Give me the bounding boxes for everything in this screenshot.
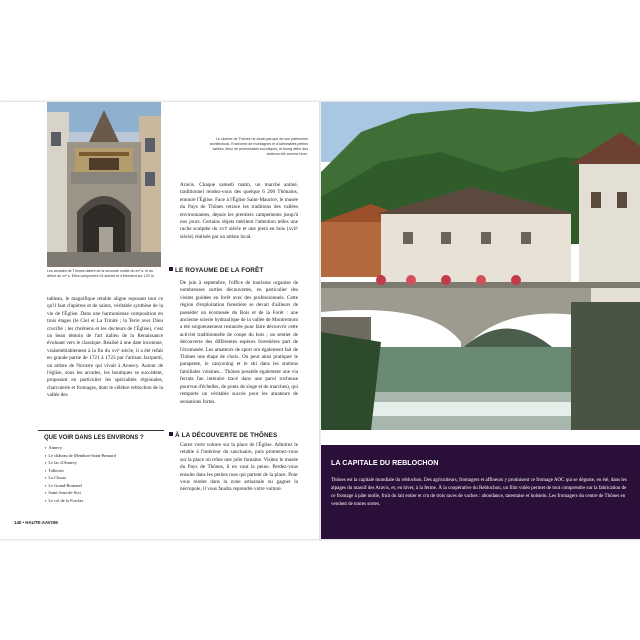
thones-archway-photo — [47, 102, 161, 267]
column1-text: tableau, le magnifique retable aligne reposant tout ce qu'il faut d'apôtres et de saints, véritable synthèse de la vie de l'Église. Dans une harmonieuse composition en trois étages (le Ciel et La Trinité ; la Terre avec Dieu crucifié ; les chrétiens et les docteurs de l'Église), c'est un beau témoin de l'art italien de la Renaissance évoluant vers le classique. Réalisé à une date inconnue, vraisemblablement à la fin du xviᵉ siècle, il a été refait en grande partie de 1721 à 1723 par l'artisan Jacquetti, un artiste de Novarre qui vivait à Annecy. Autour de l'église, sous les arcades, les boutiques se succèdent, proposant en particulier les spécialités régionales, charcuterie et fromages, dont le célèbre reblochon de la vallée des — [47, 296, 163, 399]
list-item: ▪ Talloires — [45, 467, 164, 475]
archway-photo — [47, 102, 161, 267]
reblochon-title: LA CAPITALE DU REBLOCHON — [331, 458, 439, 467]
environs-list — [38, 444, 164, 504]
list-item: ▪ Le château de Menthon-Saint-Bernard — [45, 452, 164, 460]
magazine-spread — [0, 102, 640, 539]
page-footer: 140 • HAUTE-SAVOIE — [14, 520, 59, 525]
reblochon-box — [321, 445, 640, 539]
heading-decouverte-label: À LA DÉCOUVERTE DE THÔNES — [175, 432, 278, 439]
environs-title: QUE VOIR DANS LES ENVIRONS ? — [44, 435, 144, 441]
list-item: ▪ Annecy — [45, 444, 164, 452]
list-item: ▪ Saint-Jean-de-Sixt — [45, 489, 164, 497]
heading-royaume — [169, 267, 263, 274]
stone-bridge-village-photo — [321, 102, 640, 430]
list-item: ▪ Le Grand-Bornand — [45, 482, 164, 490]
heading-square-icon — [169, 267, 173, 271]
heading-royaume-label: LE ROYAUME DE LA FORÊT — [175, 267, 264, 274]
list-item: ▪ La Clusaz — [45, 474, 164, 482]
list-item: ▪ Le lac d'Annecy — [45, 459, 164, 467]
reblochon-text: Thônes est la capitale mondiale du reblochon. Des agriculteurs, fromagers et affineurs y produisent ce fromage AOC qui se déguste, en été, dans les alpages du massif des Aravis, et, en hiver, à la ferme. À la coopérative du Reblochon, un film vidéo permet de tout comprendre sur la fabrication de ce fromage à pâte molle, fruit du lait entier et cru de trois races de vaches : abondance, tarentaise et holstein. Les fromagers du centre de Thônes en vendent de toutes sortes. — [331, 478, 627, 507]
list-item: ▪ Le col de la Forclaz — [45, 497, 164, 505]
decouverte-text: Garez votre voiture sur la place de l'Église. Admirez le retable à l'intérieur du sanctuaire, puis promenez-vous sur la place où trône une jolie fontaine. Visitez le musée du Pays de Thônes, il en vaut la peine. Perdez-vous ensuite dans les petites rues qui partent de la place. Pour vous rendre dans la zone artisanale ou gagner la nécropole, il vous faudra reprendre votre voiture. — [180, 442, 298, 493]
royaume-text: De juin à septembre, l'office de tourisme organise de nombreuses sorties découvertes, en particulier des visites guidées en forêt avec des professionnels. Cette région d'exploitation forestière se devait d'ailleurs de posséder un écomusée du Bois et de la Forêt : une ancienne scierie hydraulique de la vallée de Montremont a été soigneusement restaurée pour faire découvrir cette activité traditionnelle de coupe du bois ; un sentier de découverte des différentes espèces forestières part de l'écomusée. Les amateurs de sport ont également fait de Thônes une étape de choix. On peut ainsi pratiquer le parapente, le canyoning et le ski dans les stations familiales voisines... Thônes possède également une via ferrata fan intéraire tracé dans une paroi rocheuse pourvue d'échelles, de ponts de singe et de marches), qui remporte un véritable succès pour les amateurs de sensations fortes. — [180, 280, 298, 405]
heading-square-icon — [169, 432, 173, 436]
bridge-photo — [321, 102, 640, 430]
archway-caption: Les arcades de Thônes datent de la seconde moitié du xvᵉ s. et du début du xvᵉ s. Elles comportent 24 arches et s'étendent sur 120 m. — [47, 269, 155, 278]
column2-intro-text: Aravis. Chaque samedi matin, un marché animé, traditionnel rendez-vous des quelque 6 200 Thônains, entoure l'Église. Face à l'Église Saint-Maurice, le musée du Pays de Thônes retrace les traditions des vallées environnantes, depuis les premiers campements jusqu'à nos jours. Certains objets méritent l'attention telles une ruche sculptée du xviᵉ siècle et une pietà en bois (xviiᵉ siècle) réalisée par un artiste local. — [180, 182, 298, 240]
environs-box — [38, 430, 164, 516]
clocher-caption: Le clocher de Thônes ne visait pas que de son patrimoine architectural. Environné de montagnes et d'admirables petites vallées, lieux de promenades bucoliques, le bourg attire des visiteurs été comme hiver. — [209, 137, 308, 156]
heading-decouverte — [169, 432, 277, 439]
